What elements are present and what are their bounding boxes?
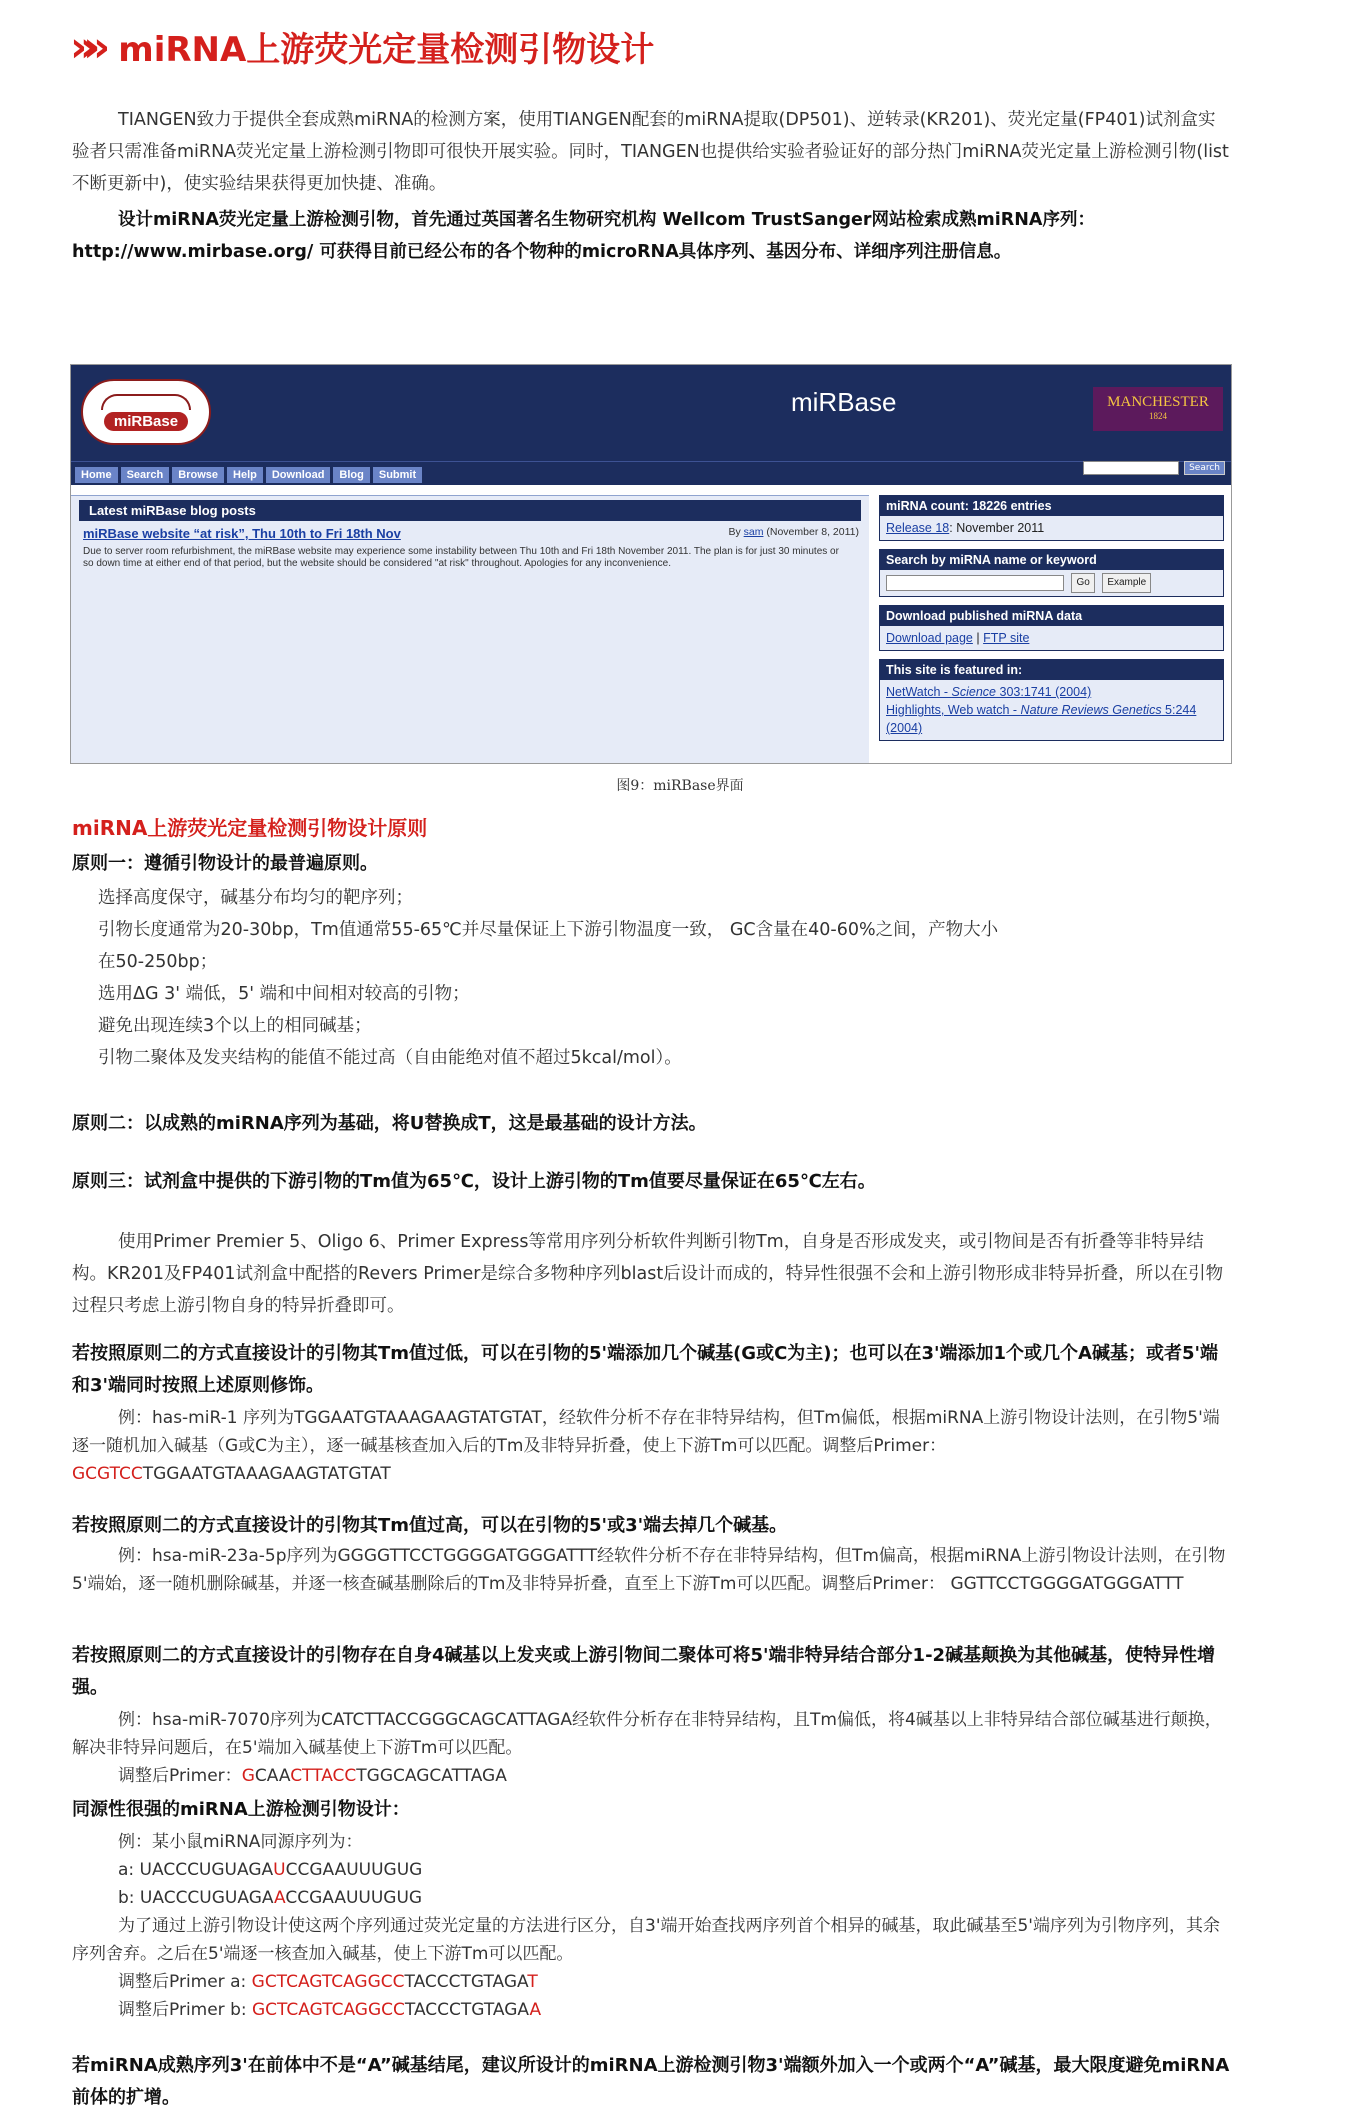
primer-a: 调整后Primer a: GCTCAGTCAGGCCTACCCTGTAGAT — [118, 1972, 538, 1992]
list-item: 选择高度保守，碱基分布均匀的靶序列； — [98, 888, 413, 908]
mirbase-search-input[interactable] — [1083, 461, 1179, 475]
mirbase-navbar — [71, 461, 1231, 485]
nav-browse[interactable]: Browse — [172, 467, 224, 483]
intro-paragraph-2: 设计miRNA荧光定量上游检测引物，首先通过英国著名生物研究机构 Wellcom TrustSanger网站检索成熟miRNA序列：http://www.mirbase.org/ 可获得目前已经公布的各个物种的microRNA具体序列、基因分布、详细序列注册信息。 — [72, 210, 1095, 262]
search-box: Search by miRNA name or keyword Go Example — [879, 549, 1224, 597]
nav-help[interactable]: Help — [227, 467, 263, 483]
example-1: 例：has-miR-1 序列为TGGAATGTAAAGAAGTATGTAT，经软件分析不存在非特异结构，但Tm偏低，根据miRNA上游引物设计法则，在引物5'端逐一随机加入碱基（G或C为主），逐一碱基核查加入后的Tm及非特异折叠，使上下游Tm可以匹配。调整后Primer： GCGTCCTGGAATGTAAAGAAGTATGTAT — [72, 1408, 1220, 1484]
manchester-logo[interactable]: MANCHESTER 1824 — [1093, 387, 1223, 431]
nav-blog[interactable]: Blog — [333, 467, 369, 483]
release-link[interactable]: Release 18 — [886, 521, 950, 535]
nav-home[interactable]: Home — [75, 467, 118, 483]
example-2: 例：hsa-miR-23a-5p序列为GGGGTTCCTGGGGATGGGATTT经软件分析不存在非特异结构，但Tm偏高，根据miRNA上游引物设计法则，在引物5'端始，逐一随机删除碱基，并逐一核查碱基删除后的Tm及非特异折叠，直至上下游Tm可以匹配。调整后Primer： GGTTCCTGGGGATGGGATTT — [72, 1546, 1226, 1594]
count-box: miRNA count: 18226 entries Release 18: November 2011 — [879, 495, 1224, 541]
example-4-intro: 例：某小鼠miRNA同源序列为： — [118, 1832, 363, 1852]
download-page-link[interactable]: Download page — [886, 631, 973, 645]
example-button[interactable]: Example — [1102, 573, 1151, 593]
principle-1-head: 原则一：遵循引物设计的最普遍原则。 — [72, 853, 378, 874]
page-title — [70, 22, 654, 71]
mirbase-logo[interactable]: miRBase — [81, 379, 211, 445]
example-3-primer: 调整后Primer：GCAACTTACCTGGCAGCATTAGA — [118, 1766, 507, 1786]
intro-paragraph-1: TIANGEN致力于提供全套成熟miRNA的检测方案，使用TIANGEN配套的miRNA提取(DP501)、逆转录(KR201)、荧光定量(FP401)试剂盒实验者只需准备miRNA荧光定量上游检测引物即可很快开展实验。同时，TIANGEN也提供给实验者验证好的部分热门miRNA荧光定量上游检测引物(list不断更新中)，使实验结果获得更加快捷、准确。 — [72, 110, 1229, 194]
principle-2-head: 原则二：以成熟的miRNA序列为基础，将U替换成T，这是最基础的设计方法。 — [72, 1113, 707, 1134]
list-item: 引物二聚体及发夹结构的能值不能过高（自由能绝对值不超过5kcal/mol）。 — [98, 1048, 682, 1068]
hairpin-head: 若按照原则二的方式直接设计的引物存在自身4碱基以上发夹或上游引物间二聚体可将5'端非特异结合部分1-2碱基颠换为其他碱基，使特异性增强。 — [72, 1645, 1216, 1698]
tm-low-head: 若按照原则二的方式直接设计的引物其Tm值过低，可以在引物的5'端添加几个碱基(G或C为主)；也可以在3'端添加1个或几个A碱基；或者5'端和3'端同时按照上述原则修饰。 — [72, 1343, 1219, 1396]
blog-post-byline: By sam (November 8, 2011) — [728, 526, 859, 538]
mirbase-site-title: miRBase — [791, 387, 897, 417]
final-note: 若miRNA成熟序列3'在前体中不是“A”碱基结尾，建议所设计的miRNA上游检测引物3'端额外加入一个或两个“A”碱基，最大限度避免miRNA前体的扩增。 — [72, 2055, 1230, 2108]
mirna-search-input[interactable] — [886, 575, 1064, 591]
list-item: 选用ΔG 3' 端低，5' 端和中间相对较高的引物； — [98, 984, 470, 1004]
featured-link-2[interactable]: Highlights, Web watch - Nature Reviews Genetics 5:244 (2004) — [886, 703, 1197, 735]
mirbase-header — [71, 365, 1231, 461]
primer-b: 调整后Primer b: GCTCAGTCAGGCCTACCCTGTAGAA — [118, 2000, 542, 2020]
figure-caption: 图9：miRBase界面 — [616, 778, 744, 794]
blog-panel-head: Latest miRBase blog posts — [79, 500, 861, 521]
example-3: 例：hsa-miR-7070序列为CATCTTACCGGGCAGCATTAGA经软件分析存在非特异结构，且Tm偏低，将4碱基以上非特异结合部位碱基进行颠换，解决非特异问题后，在5'端加入碱基使上下游Tm可以匹配。 — [72, 1710, 1222, 1758]
featured-box: This site is featured in: NetWatch - Science 303:1741 (2004) Highlights, Web watch - Nature Reviews Genetics 5:244 (2004) — [879, 659, 1224, 741]
title-text: miRNA上游荧光定量检测引物设计 — [118, 30, 655, 70]
author-link[interactable]: sam — [743, 526, 764, 538]
mirbase-nav — [75, 467, 422, 483]
featured-link-1[interactable]: NetWatch - Science 303:1741 (2004) — [886, 685, 1092, 699]
list-item: 引物长度通常为20-30bp，Tm值通常55-65℃并尽量保证上下游引物温度一致， GC含量在40-60%之间，产物大小 — [98, 920, 999, 940]
principle-1-list — [98, 882, 998, 1074]
nav-download[interactable]: Download — [266, 467, 331, 483]
principle-3-head: 原则三：试剂盒中提供的下游引物的Tm值为65℃，设计上游引物的Tm值要尽量保证在65℃左右。 — [72, 1171, 876, 1192]
blog-post-title-link[interactable]: miRBase website “at risk”, Thu 10th to Fri 18th Nov — [83, 526, 401, 541]
sidebar — [879, 495, 1224, 749]
logo-arch-icon — [101, 394, 191, 410]
sequence-b: b: UACCCUGUAGAACCGAAUUUGUG — [118, 1888, 423, 1908]
section-title: miRNA上游荧光定量检测引物设计原则 — [72, 816, 428, 840]
sequence-a: a: UACCCUGUAGAUCCGAAUUUGUG — [118, 1860, 423, 1880]
mirbase-screenshot — [70, 364, 1232, 764]
example-4-text: 为了通过上游引物设计使这两个序列通过荧光定量的方法进行区分，自3'端开始查找两序列首个相异的碱基，取此碱基至5'端序列为引物序列，其余序列舍弃。之后在5'端逐一核查加入碱基，使上下游Tm可以匹配。 — [72, 1916, 1220, 1964]
software-paragraph: 使用Primer Premier 5、Oligo 6、Primer Express等常用序列分析软件判断引物Tm，自身是否形成发夹，或引物间是否有折叠等非特异结构。KR201及FP401试剂盒中配搭的Revers Primer是综合多物种序列blast后设计而成的，特异性很强不会和上游引物形成非特异折叠，所以在引物过程只考虑上游引物自身的特异折叠即可。 — [72, 1232, 1224, 1316]
go-button[interactable]: Go — [1071, 573, 1094, 593]
list-item: 避免出现连续3个以上的相同碱基； — [98, 1016, 372, 1036]
download-box: Download published miRNA data Download page | FTP site — [879, 605, 1224, 651]
mirbase-search-button[interactable]: Search — [1184, 461, 1225, 475]
tm-high-head: 若按照原则二的方式直接设计的引物其Tm值过高，可以在引物的5'或3'端去掉几个碱基。 — [72, 1515, 788, 1536]
blog-post-body: Due to server room refurbishment, the miRBase website may experience some instability between Thu 10th and Fri 18th November 2011. The plan is for just 30 minutes or so down time at either end of that period, but the website should be considered "at risk" throughout. Apologies for any inconvenience. — [83, 546, 839, 569]
double-chevron-icon: »» — [70, 22, 97, 71]
ftp-site-link[interactable]: FTP site — [983, 631, 1030, 645]
list-item: 在50-250bp； — [98, 952, 218, 972]
nav-search[interactable]: Search — [121, 467, 170, 483]
homology-head: 同源性很强的miRNA上游检测引物设计： — [72, 1799, 410, 1820]
nav-submit[interactable]: Submit — [373, 467, 422, 483]
blog-panel — [71, 495, 869, 763]
